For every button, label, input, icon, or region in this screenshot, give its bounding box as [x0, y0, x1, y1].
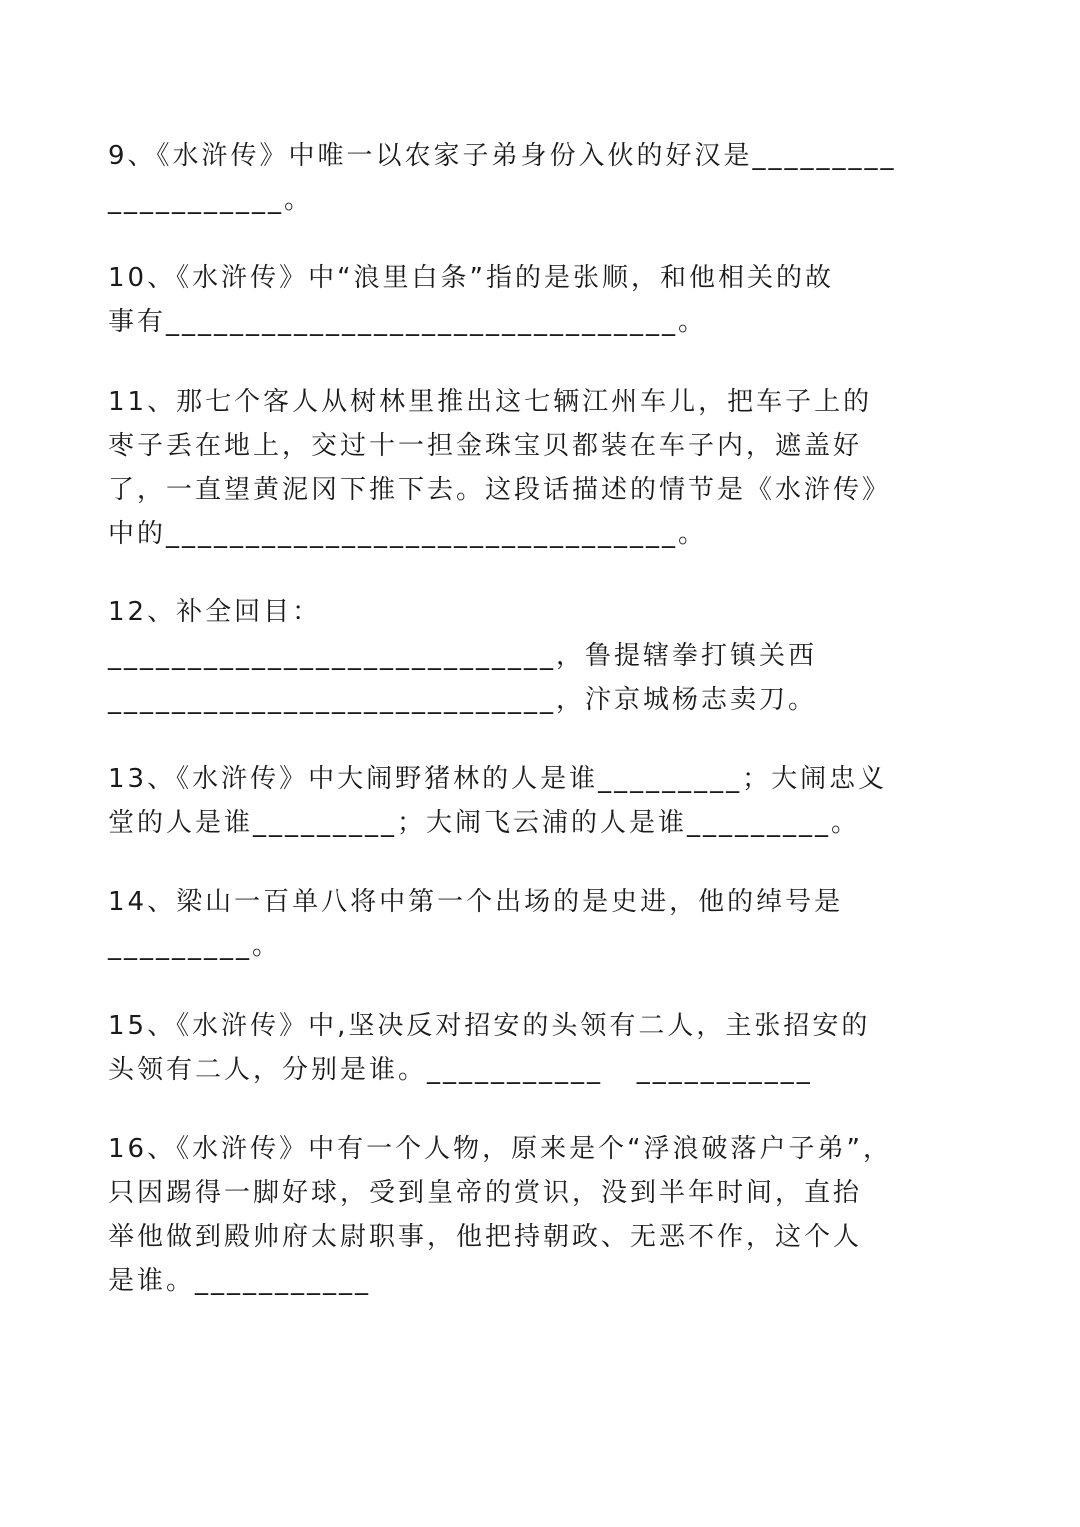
question-12-line-3: ____________________________，汴京城杨志卖刀。: [108, 685, 818, 715]
question-16-line-1: 16、《水浒传》中有一个人物，原来是个“浮浪破落户子弟”，: [108, 1134, 893, 1164]
question-12-line-2: ____________________________，鲁提辖拳打镇关西: [108, 641, 818, 671]
question-11-line-1: 11、那七个客人从树林里推出这七辆江州车儿，把车子上的: [108, 387, 873, 417]
question-10: [108, 256, 978, 344]
question-12: [108, 590, 978, 722]
question-15-line-2: 头领有二人，分别是谁。___________ ___________: [108, 1055, 813, 1085]
question-12-line-1: 12、补全回目：: [108, 597, 322, 627]
question-11-line-4: 中的________________________________。: [108, 519, 708, 549]
question-9: [108, 134, 978, 222]
question-16: [108, 1127, 978, 1303]
question-9-line-1: 9、《水浒传》中唯一以农家子弟身份入伙的好汉是_________: [108, 141, 897, 171]
question-14-line-1: 14、梁山一百单八将中第一个出场的是史进，他的绰号是: [108, 887, 844, 917]
question-11-line-2: 枣子丢在地上，交过十一担金珠宝贝都装在车子内，遮盖好: [108, 431, 863, 461]
question-16-line-3: 举他做到殿帅府太尉职事，他把持朝政、无恶不作，这个人: [108, 1222, 863, 1252]
question-13-line-2: 堂的人是谁_________；大闹飞云浦的人是谁_________。: [108, 808, 861, 838]
question-13-line-1: 13、《水浒传》中大闹野猪林的人是谁_________；大闹忠义: [108, 764, 888, 794]
question-15: [108, 1004, 978, 1092]
question-10-line-1: 10、《水浒传》中“浪里白条”指的是张顺，和他相关的故: [108, 263, 835, 293]
question-13: [108, 757, 978, 845]
question-14-line-2: _________。: [108, 931, 282, 961]
question-16-line-2: 只因踢得一脚好球，受到皇帝的赏识，没到半年时间，直抬: [108, 1178, 863, 1208]
question-9-line-2: ___________。: [108, 185, 314, 215]
question-16-line-4: 是谁。___________: [108, 1266, 372, 1296]
question-15-line-1: 15、《水浒传》中,坚决反对招安的头领有二人，主张招安的: [108, 1011, 871, 1041]
question-11: [108, 380, 978, 556]
question-10-line-2: 事有________________________________。: [108, 307, 708, 337]
question-14: [108, 880, 978, 968]
question-11-line-3: 了，一直望黄泥冈下推下去。这段话描述的情节是《水浒传》: [108, 475, 892, 505]
